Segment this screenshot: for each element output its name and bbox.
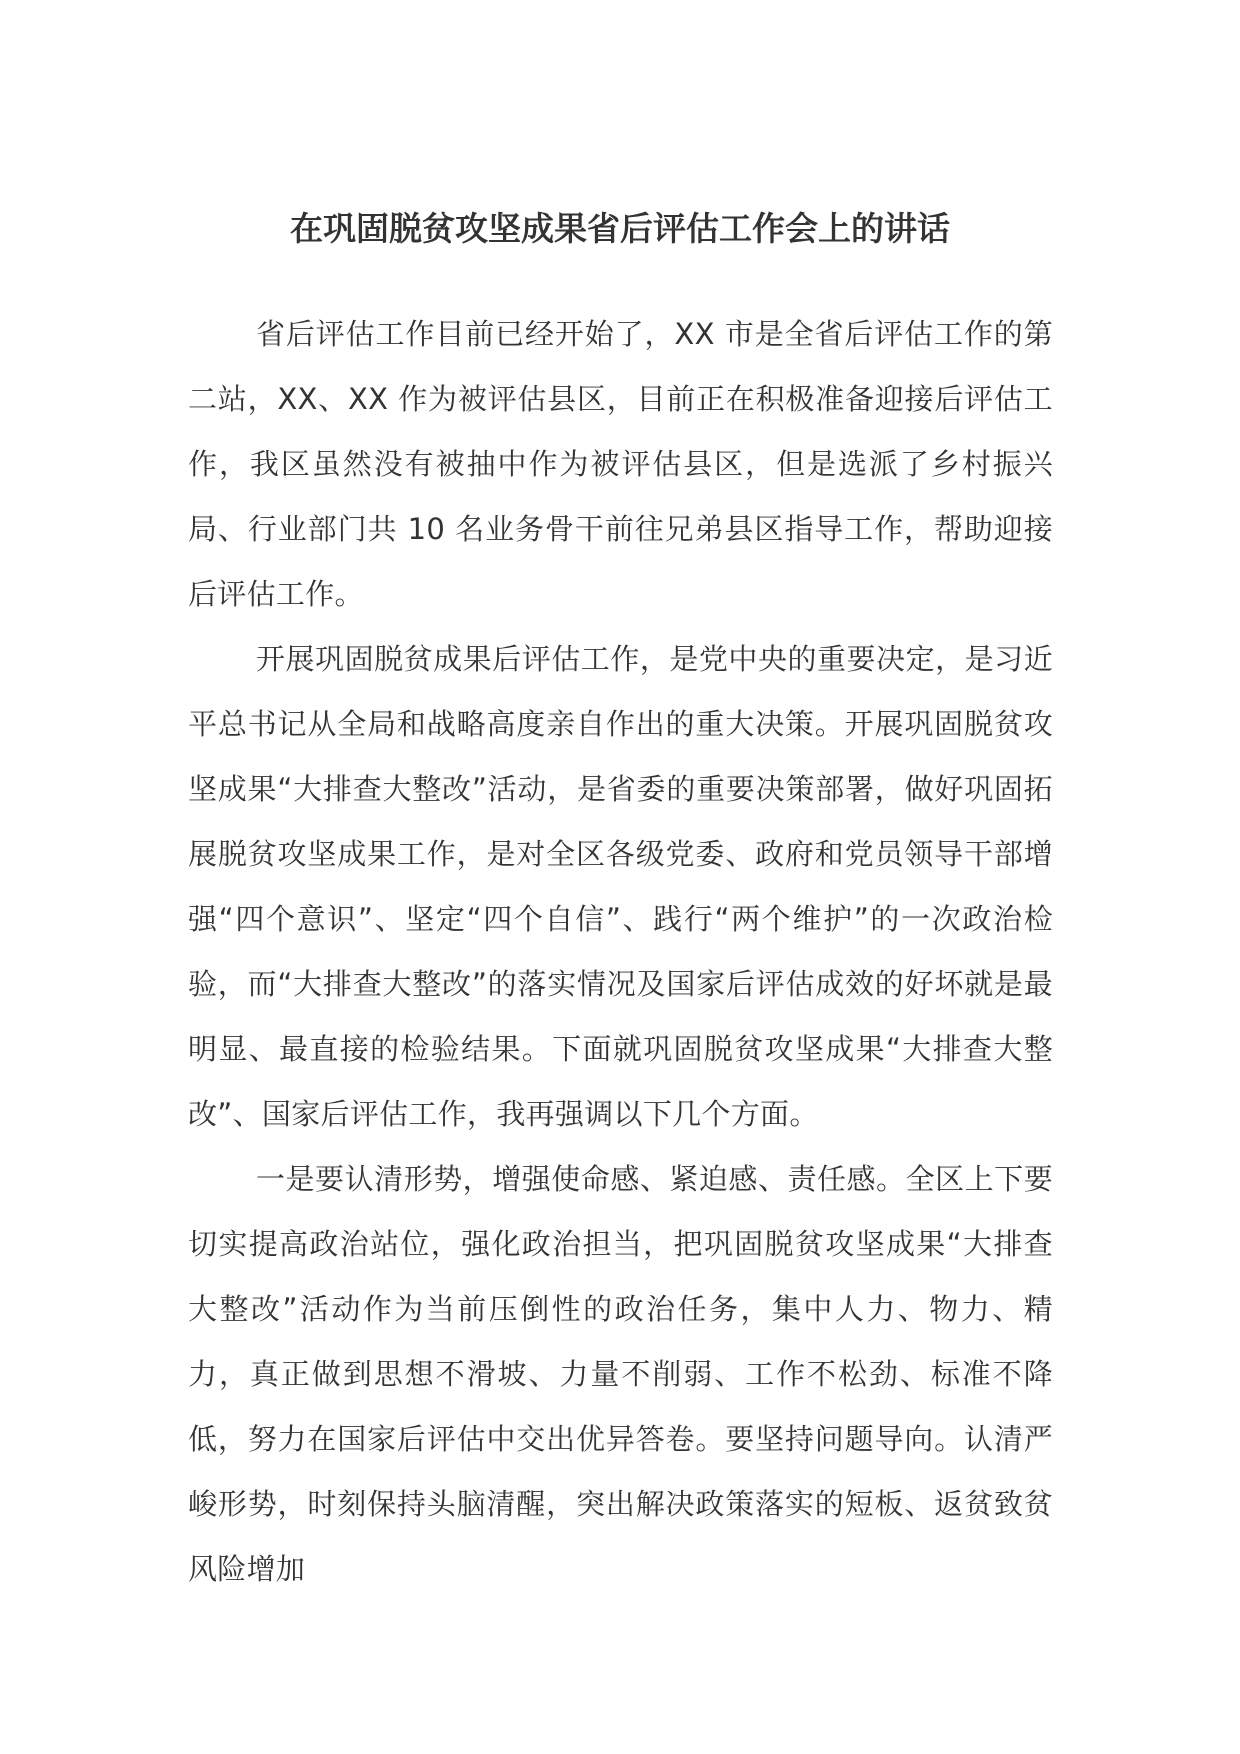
paragraph-3: 一是要认清形势，增强使命感、紧迫感、责任感。全区上下要切实提高政治站位，强化政治担当，把巩固脱贫攻坚成果“大排查大整改”活动作为当前压倒性的政治任务，集中人力、物力、精力，真正做到思想不滑坡、力量不削弱、工作不松劲、标准不降低，努力在国家后评估中交出优异答卷。要坚持问题导向。认清严峻形势，时刻保持头脑清醒，突出解决政策落实的短板、返贫致贫风险增加 [188,1162,1053,1586]
paragraph-1: 省后评估工作目前已经开始了，XX 市是全省后评估工作的第二站，XX、XX 作为被评估县区，目前正在积极准备迎接后评估工作，我区虽然没有被抽中作为被评估县区，但是选派了乡村振兴局、行业部门共 10 名业务骨干前往兄弟县区指导工作，帮助迎接后评估工作。 [188,317,1053,611]
paragraph-2: 开展巩固脱贫成果后评估工作，是党中央的重要决定，是习近平总书记从全局和战略高度亲自作出的重大决策。开展巩固脱贫攻坚成果“大排查大整改”活动，是省委的重要决策部署，做好巩固拓展脱贫攻坚成果工作，是对全区各级党委、政府和党员领导干部增强“四个意识”、坚定“四个自信”、践行“两个维护”的一次政治检验，而“大排查大整改”的落实情况及国家后评估成效的好坏就是最明显、最直接的检验结果。下面就巩固脱贫攻坚成果“大排查大整改”、国家后评估工作，我再强调以下几个方面。 [188,642,1053,1131]
document-title: 在巩固脱贫攻坚成果省后评估工作会上的讲话 [290,209,950,248]
document-body [188,302,1053,1602]
